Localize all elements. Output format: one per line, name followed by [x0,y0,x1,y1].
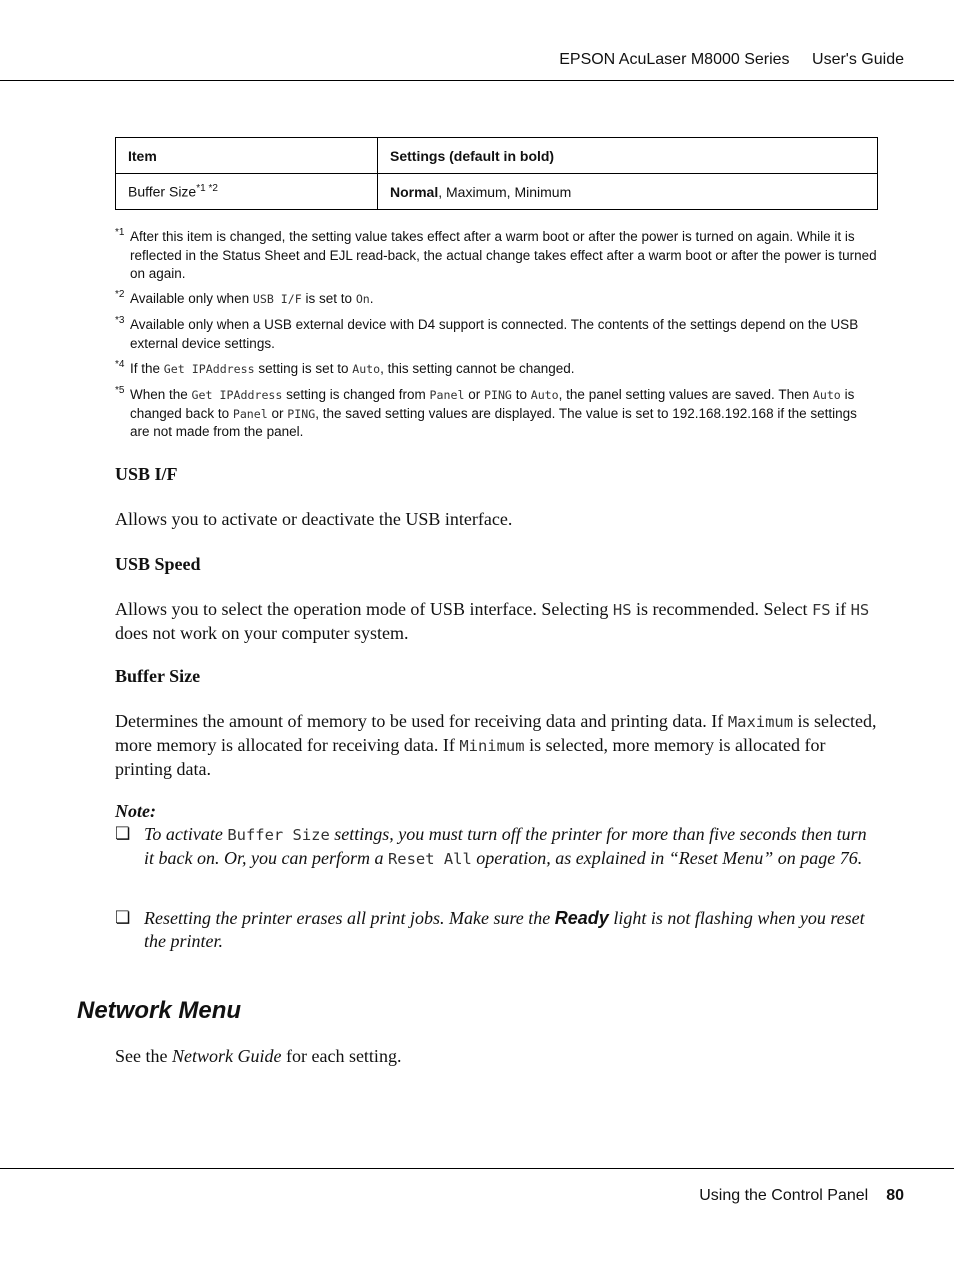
footnote-2 [115,290,879,309]
page-number: 80 [886,1187,904,1204]
code-text: USB I/F [252,292,302,306]
footer-section: Using the Control Panel [699,1187,869,1204]
note-item-1 [115,823,878,871]
usb-speed-description: Allows you to select the operation mode of USB interface. Selecting HS is recommended. Select FS if HS does not work on your computer system. [115,599,870,643]
checkbox-bullet-icon: ❏ [115,824,131,844]
footnote-text: When the Get IPAddress setting is changed from Panel or PING to Auto, the panel setting values are saved. Then Auto is changed back to Panel or PING, the saved setting values are displayed. The value is set to 192.168.192.168 if the settings are not made from the panel. [130,387,857,439]
section-heading-usb-speed: USB Speed [115,554,201,574]
settings-table [115,137,878,210]
footnote-1 [115,228,879,284]
footnote-4 [115,360,879,379]
footnote-mark: *2 [115,289,125,300]
table-header-row [116,138,878,174]
table-row [116,174,878,210]
checkbox-bullet-icon: ❏ [115,908,131,928]
footnote-3 [115,316,879,353]
column-header-settings: Settings (default in bold) [378,138,878,174]
note-item-2 [115,907,878,953]
running-footer [699,1187,904,1205]
table-cell-settings [378,174,878,210]
section-heading-buffer-size: Buffer Size [115,666,201,686]
header-product: EPSON AcuLaser M8000 Series [559,51,790,68]
section-heading-network-menu: Network Menu [77,997,242,1024]
footnote-mark: *1 [115,227,125,238]
usb-if-description: Allows you to activate or deactivate the USB interface. [115,509,513,529]
section-heading-usb-if: USB I/F [115,464,178,484]
footnote-mark: *5 [115,385,125,396]
footer-rule [0,1168,954,1169]
footnote-text: Available only when USB I/F is set to On. [130,291,374,306]
code-text: On [355,292,370,306]
running-header [559,51,904,69]
header-guide: User's Guide [812,51,904,68]
note-label: Note: [115,801,156,821]
column-header-item: Item [116,138,378,174]
default-setting: Normal [390,183,439,200]
network-guide-title: Network Guide [171,1046,282,1066]
footnote-mark: *3 [115,315,125,326]
footnote-5 [115,386,879,442]
item-name: Buffer Size [128,183,197,200]
code-text: Get IPAddress [163,362,255,376]
footnote-refs: *1 *2 [196,183,218,195]
note-text: Resetting the printer erases all print jobs. Make sure the Ready light is not flashing when you reset the printer. [144,908,865,951]
note-text: To activate Buffer Size settings, you must turn off the printer for more than five seconds then turn it back on. Or, you can perform a Reset All operation, as explained in “Reset Menu” on page 76. [144,824,867,868]
ready-light-label: Ready [554,908,609,928]
network-menu-description: See the Network Guide for each setting. [115,1046,402,1066]
footnote-text: Available only when a USB external device with D4 support is connected. The contents of the settings depend on the USB external device settings. [130,317,859,351]
footnote-mark: *4 [115,359,125,370]
footnote-text: If the Get IPAddress setting is set to Auto, this setting cannot be changed. [130,361,575,376]
buffer-size-description: Determines the amount of memory to be used for receiving data and printing data. If Maximum is selected, more memory is allocated for receiving data. If Minimum is selected, more memory is allocated for printing data. [115,711,877,779]
footnote-text: After this item is changed, the setting value takes effect after a warm boot or after the power is turned on again. While it is reflected in the Status Sheet and EJL read-back, the actual change takes effect after a warm boot or after the power is turned on again. [130,229,877,281]
table-cell-item [116,174,378,210]
other-settings: , Maximum, Minimum [438,183,572,200]
code-text: Auto [352,362,381,376]
header-rule [0,80,954,81]
